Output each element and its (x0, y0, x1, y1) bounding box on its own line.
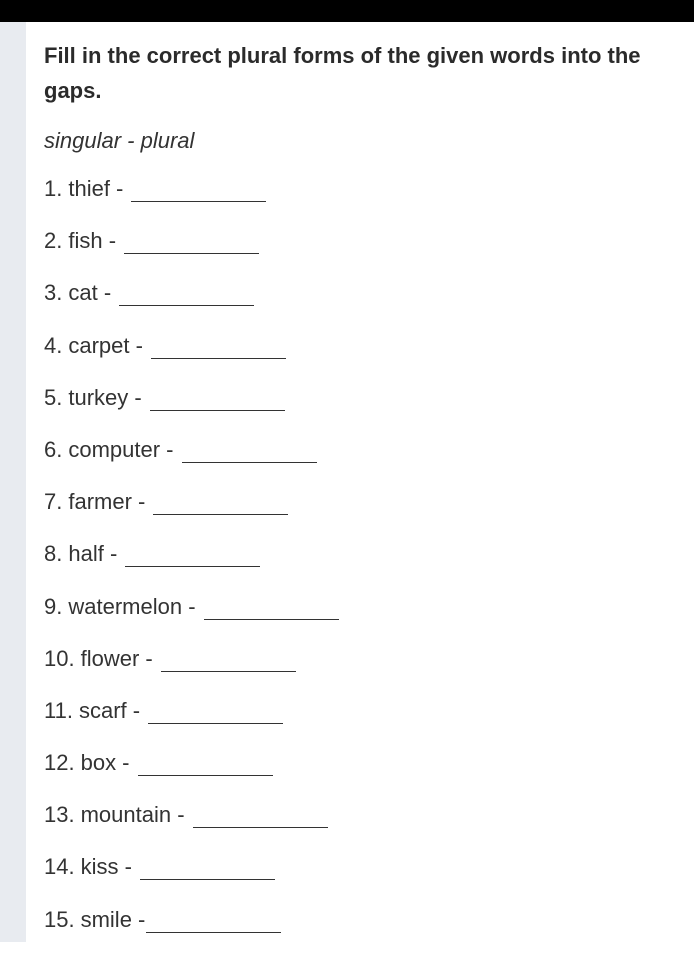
exercise-item (44, 697, 674, 749)
item-word: half - (68, 541, 118, 567)
item-number: 3. (44, 280, 63, 306)
item-number: 5. (44, 384, 63, 410)
exercise-item (44, 227, 674, 279)
answer-blank[interactable] (140, 853, 275, 880)
item-number: 11. (44, 697, 73, 723)
item-word: smile - (80, 906, 146, 932)
exercise-item (44, 488, 674, 540)
answer-blank[interactable] (146, 906, 281, 933)
exercise-item (44, 593, 674, 645)
answer-blank[interactable] (182, 436, 317, 463)
exercise-item (44, 853, 674, 905)
exercise-item (44, 540, 674, 592)
item-number: 10. (44, 645, 75, 671)
subheading: singular - plural (44, 128, 195, 153)
worksheet (44, 22, 674, 958)
item-word: watermelon - (68, 593, 196, 619)
answer-blank[interactable] (161, 645, 296, 672)
item-word: kiss - (80, 854, 132, 880)
item-word: mountain - (80, 802, 185, 828)
item-word: thief - (68, 176, 124, 201)
answer-blank[interactable] (131, 175, 266, 202)
item-number: 7. (44, 489, 63, 515)
instructions: Fill in the correct plural forms of the given words into the gaps. (44, 43, 641, 103)
item-word: box - (80, 750, 130, 776)
item-number: 1. (44, 176, 63, 201)
item-word: scarf - (78, 697, 141, 723)
answer-blank[interactable] (151, 332, 286, 359)
item-number: 15. (44, 906, 75, 932)
item-word: farmer - (68, 489, 146, 515)
item-number: 12. (44, 750, 75, 776)
exercise-item (44, 279, 674, 331)
answer-blank[interactable] (125, 540, 260, 567)
exercise-item (44, 906, 674, 958)
answer-blank[interactable] (204, 593, 339, 620)
item-number: 9. (44, 593, 63, 619)
left-sidebar (0, 22, 26, 942)
item-word: carpet - (68, 332, 143, 358)
item-word: flower - (80, 645, 153, 671)
item-number: 14. (44, 854, 75, 880)
item-number: 6. (44, 436, 63, 462)
exercise-item (44, 384, 674, 436)
answer-blank[interactable] (124, 227, 259, 254)
item-number: 8. (44, 541, 63, 567)
item-word: computer - (68, 436, 174, 462)
answer-blank[interactable] (153, 488, 288, 515)
exercise-item (44, 332, 674, 384)
exercise-item (44, 436, 674, 488)
exercise-item (44, 175, 674, 227)
item-number: 2. (44, 228, 63, 254)
answer-blank[interactable] (119, 279, 254, 306)
exercise-list (44, 175, 674, 958)
exercise-item (44, 645, 674, 697)
answer-blank[interactable] (193, 801, 328, 828)
answer-blank[interactable] (138, 749, 273, 776)
answer-blank[interactable] (150, 384, 285, 411)
item-word: turkey - (68, 384, 142, 410)
exercise-item (44, 801, 674, 853)
item-word: fish - (68, 228, 117, 254)
item-number: 4. (44, 332, 63, 358)
answer-blank[interactable] (148, 697, 283, 724)
top-bar (0, 0, 694, 22)
exercise-item (44, 749, 674, 801)
item-word: cat - (68, 280, 112, 306)
item-number: 13. (44, 802, 75, 828)
